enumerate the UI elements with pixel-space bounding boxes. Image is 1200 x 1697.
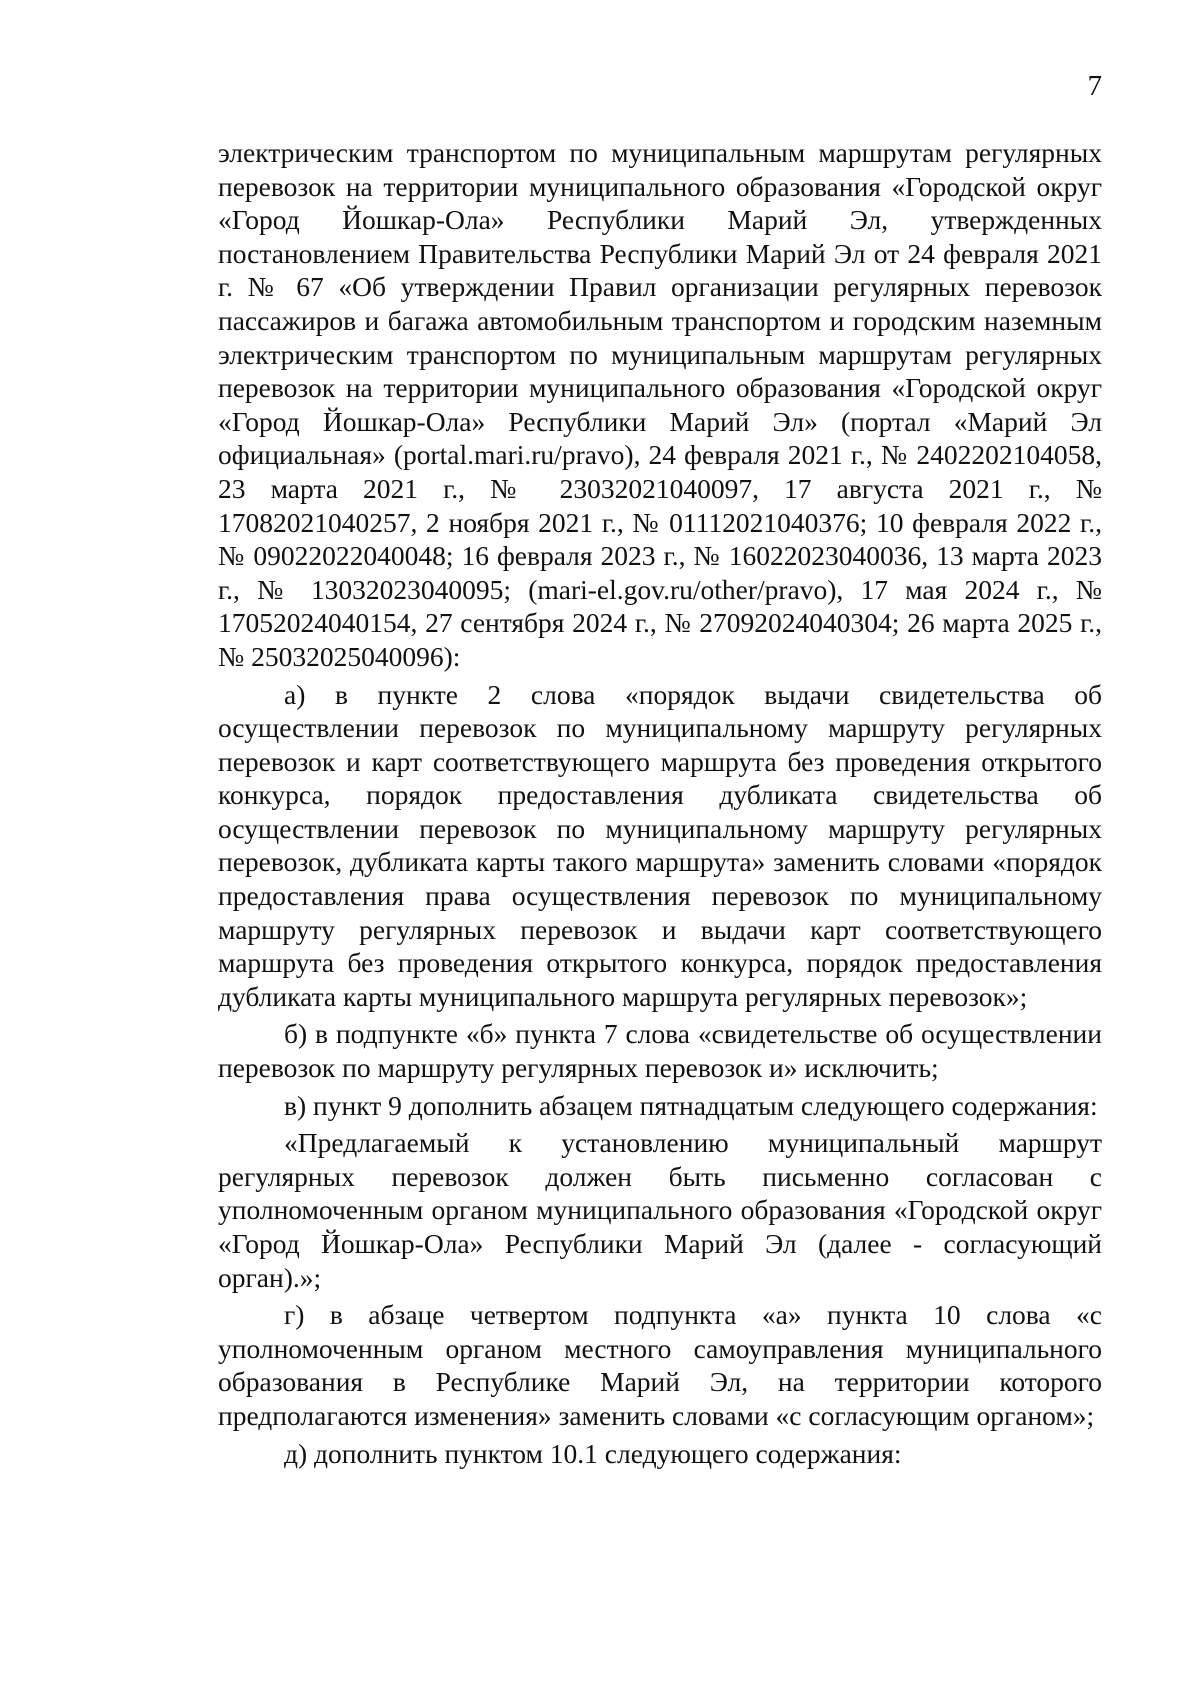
page-number: 7 <box>1087 70 1102 102</box>
paragraph-item-v: в) пункт 9 дополнить абзацем пятнадцатым следующего содержания: <box>284 1089 1098 1121</box>
paragraph-quoted-text: «Предлагаемый к установлению муниципальный маршрут регулярных перевозок должен быть письменно согласован с уполномоченным органом муниципального образования «Городской округ «Город Йошкар-Ола» Республики Марий Эл (далее - согласующий орган).»; <box>218 1127 1102 1293</box>
paragraph-item-b: б) в подпункте «б» пункта 7 слова «свидетельстве об осуществлении перевозок по маршруту регулярных перевозок и» исключить; <box>218 1018 1102 1084</box>
paragraph-item-d: д) дополнить пунктом 10.1 следующего содержания: <box>284 1437 902 1469</box>
paragraph-item-g: г) в абзаце четвертом подпункта «а» пункта 10 слова «с уполномоченным органом местного самоуправления муниципального образования в Республике Марий Эл, на территории которого предполагаются изменения» заменить словами «с согласующим органом»; <box>218 1299 1102 1431</box>
paragraph-item-a: а) в пункте 2 слова «порядок выдачи свидетельства об осуществлении перевозок по муниципальному маршруту регулярных перевозок и карт соответствующего маршрута без проведения открытого конкурса, порядок предоставления дубликата свидетельства об осуществлении перевозок по муниципальному маршруту регулярных перевозок, дубликата карты такого маршрута» заменить словами «порядок предоставления права осуществления перевозок по муниципальному маршруту регулярных перевозок и выдачи карт соответствующего маршрута без проведения открытого конкурса, порядок предоставления дубликата карты муниципального маршрута регулярных перевозок»; <box>218 678 1102 1012</box>
document-body <box>218 136 1102 1470</box>
paragraph-continuation: электрическим транспортом по муниципальным маршрутам регулярных перевозок на территории муниципального образования «Городской округ «Город Йошкар-Ола» Республики Марий Эл, утвержденных постановлением Правительства Республики Марий Эл от 24 февраля 2021 г. № 67 «Об утверждении Правил организации регулярных перевозок пассажиров и багажа автомобильным транспортом и городским наземным электрическим транспортом по муниципальным маршрутам регулярных перевозок на территории муниципального образования «Городской округ «Город Йошкар-Ола» Республики Марий Эл» (портал «Марий Эл официальная» (portal.mari.ru/pravo), 24 февраля 2021 г., № 2402202104058, 23 марта 2021 г., № 23032021040097, 17 августа 2021 г., № 17082021040257, 2 ноября 2021 г., № 01112021040376; 10 февраля 2022 г., № 09022022040048; 16 февраля 2023 г., № 16022023040036, 13 марта 2023 г., № 13032023040095; (mari-el.gov.ru/other/pravo), 17 мая 2024 г., № 17052024040154, 27 сентября 2024 г., № 27092024040304; 26 марта 2025 г., № 25032025040096): <box>218 137 1102 672</box>
